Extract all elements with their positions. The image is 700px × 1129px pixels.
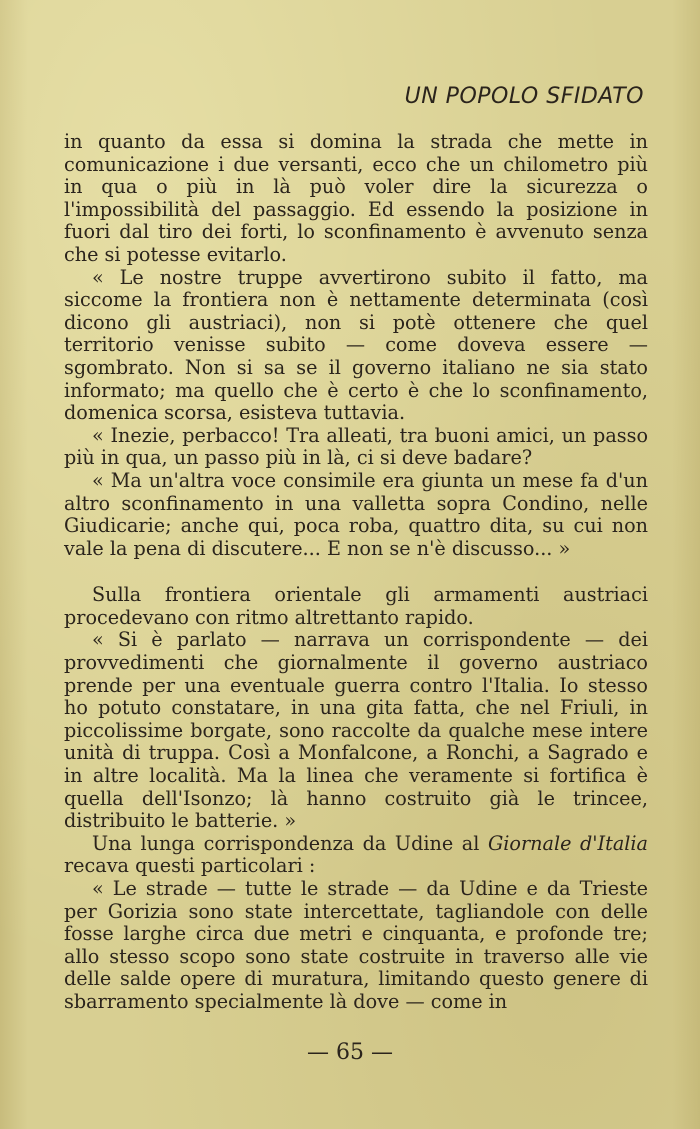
- paragraph-5: Sulla frontiera orientale gli armamenti austriaci procedevano con ritmo altrettanto rapido.: [64, 583, 648, 629]
- newspaper-title: Giornale d'Italia: [487, 831, 649, 855]
- paragraph-7: [64, 833, 648, 878]
- paragraph-2: « Le nostre truppe avvertirono subito il fatto, ma siccome la frontiera non è nettamente determinata (così dicono gli austriaci), non si potè ottenere che quel territorio venisse subito — come doveva essere — sgombrato. Non si sa se il governo italiano ne sia stato informato; ma quello che è certo è che lo sconfinamento, domenica scorsa, esisteva tuttavia.: [64, 265, 648, 425]
- paragraph-3: « Inezie, perbacco! Tra alleati, tra buoni amici, un passo più in qua, un passo più in là, ci si deve badare?: [64, 423, 648, 470]
- paragraph-8: « Le strade — tutte le strade — da Udine e da Trieste per Gorizia sono state intercettate, tagliandole con delle fosse larghe circa due metri e cinquanta, e profonde tre; allo stesso scopo sono state costruite in traverso alle vie delle salde opere di muratura, limitando questo genere di sbarramento specialmente là dove — come in: [64, 877, 648, 1013]
- paragraph-4: « Ma un'altra voce consimile era giunta un mese fa d'un altro sconfinamento in una valletta sopra Condino, nelle Giudicarie; anche qui, poca roba, quattro dita, su cui non vale la pena di discutere... E non se n'è discusso... »: [64, 468, 648, 560]
- page-number: — 65 —: [307, 1040, 393, 1065]
- running-head: UN POPOLO SFIDATO: [404, 84, 644, 109]
- paragraph-7-pre: Una lunga corrispondenza da Udine al: [92, 831, 488, 855]
- paragraph-7-post: recava questi particolari :: [64, 854, 316, 878]
- paragraph-6: « Si è parlato — narrava un corrispondente — dei provvedimenti che giornalmente il governo austriaco prende per una eventuale guerra contro l'Italia. Io stesso ho potuto constatare, in una gita fatta, che nel Friuli, in piccolissime borgate, sono raccolte da qualche mese intere unità di truppa. Così a Monfalcone, a Ronchi, a Sagrado e in altre località. Ma la linea che veramente si fortifica è quella dell'Isonzo; là hanno costruito già le trincee, distribuito le batterie. »: [64, 628, 648, 833]
- paragraph-1: in quanto da essa si domina la strada che mette in comunicazione i due versanti, ecco che un chilometro più in qua o più in là può voler dire la sicurezza o l'impossibilità del passaggio. Ed essendo la posizione in fuori dal tiro dei forti, lo sconfinamento è avvenuto senza che si potesse evitarlo.: [64, 130, 648, 266]
- body-text: [64, 131, 648, 1014]
